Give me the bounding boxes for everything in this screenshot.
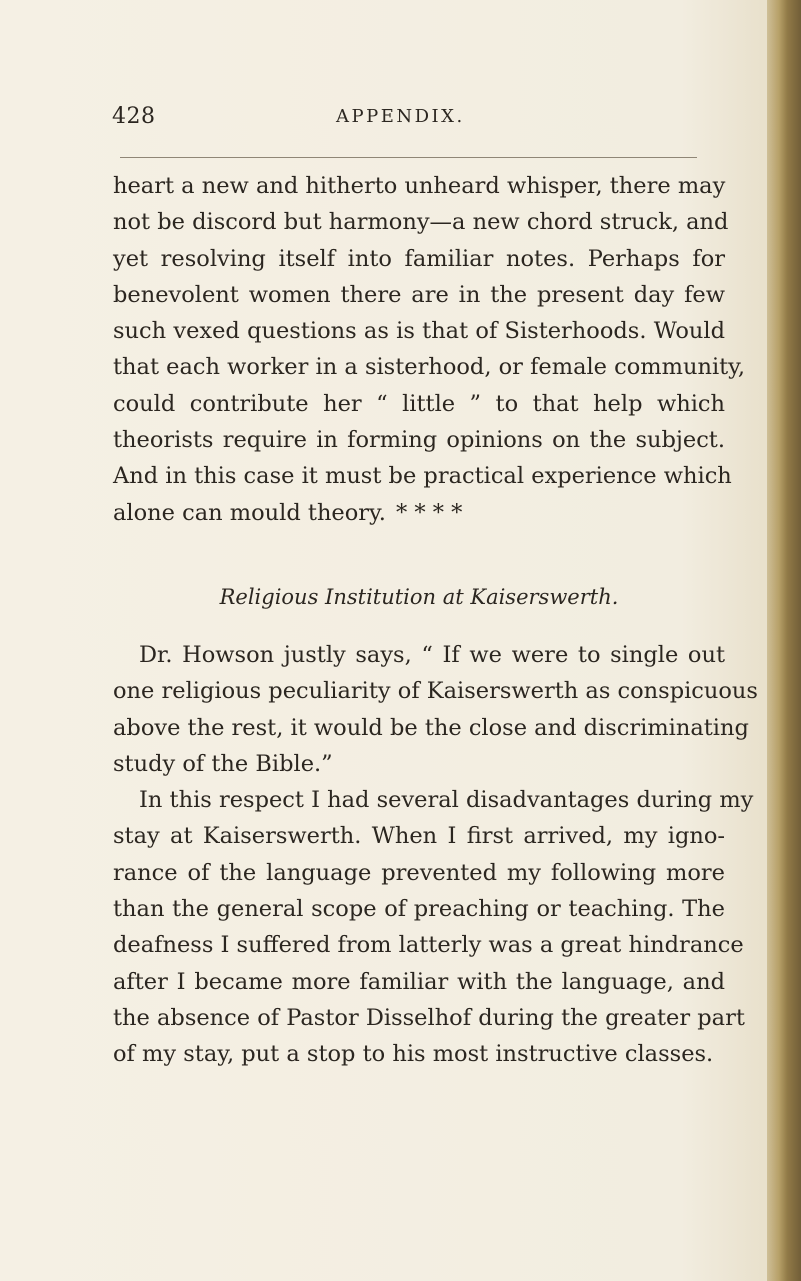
text-line: stay at Kaiserswerth. When I first arrived, my igno- <box>113 823 725 850</box>
running-head <box>112 104 724 134</box>
text-line: after I became more familiar with the language, and <box>113 968 725 995</box>
paragraph-sisterhoods <box>113 168 746 531</box>
text-line: Dr. Howson justly says, “ If we were to single out <box>139 641 725 668</box>
text-line-final <box>113 495 725 531</box>
paragraph-howson-quote <box>113 637 758 782</box>
text-line: In this respect I had several disadvantages during my <box>139 787 754 814</box>
text-line: the absence of Pastor Disselhof during the greater part <box>113 1004 745 1031</box>
text-line: heart a new and hitherto unheard whisper, there may <box>113 173 726 199</box>
text-line: yet resolving itself into familiar notes. Perhaps for <box>113 245 725 272</box>
header-rule <box>120 157 697 158</box>
asterisks-separator: * * * * <box>395 499 463 526</box>
text-line: that each worker in a sisterhood, or female community, <box>113 354 746 381</box>
section-heading: Religious Institution at Kaiserswerth. <box>219 584 619 609</box>
header-title: APPENDIX. <box>336 106 465 127</box>
text-line: rance of the language prevented my following more <box>113 859 725 886</box>
text-line: such vexed questions as is that of Sisterhoods. Would <box>113 318 725 345</box>
book-binding-edge <box>767 0 801 1281</box>
text-line: one religious peculiarity of Kaiserswerth as conspicuous <box>113 678 758 705</box>
text-line: benevolent women there are in the present day few <box>113 281 725 308</box>
text-line: theorists require in forming opinions on the subject. <box>113 427 725 454</box>
text-line: deafness I suffered from latterly was a great hindrance <box>113 932 744 959</box>
text-line: than the general scope of preaching or teaching. The <box>113 896 725 923</box>
text-line: And in this case it must be practical experience which <box>113 463 732 490</box>
text-line: above the rest, it would be the close and discriminating <box>113 714 749 741</box>
text-line: study of the Bible.” <box>113 750 333 777</box>
text-line-content: alone can mould theory. <box>113 499 386 526</box>
page-number: 428 <box>112 104 156 129</box>
text-line: not be discord but harmony—a new chord struck, and <box>113 209 729 236</box>
paragraph-disadvantages <box>113 782 754 1072</box>
body-text <box>113 168 758 1073</box>
text-line: could contribute her “ little ” to that help which <box>113 390 725 417</box>
text-line: of my stay, put a stop to his most instructive classes. <box>113 1041 714 1068</box>
